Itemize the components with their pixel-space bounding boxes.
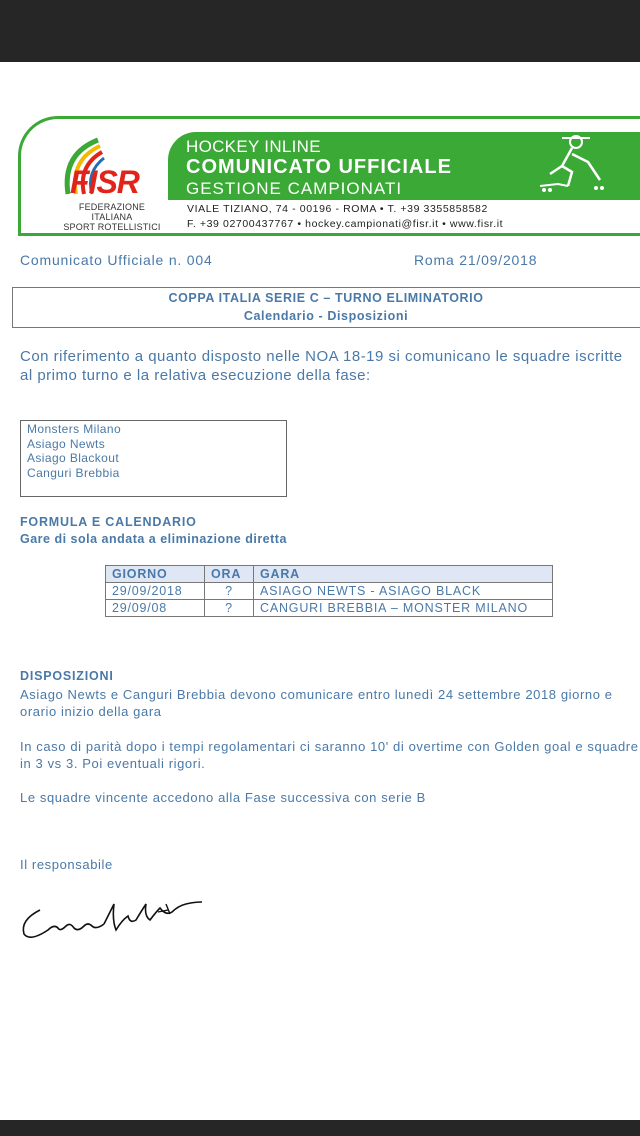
formula-heading: FORMULA E CALENDARIO — [20, 515, 197, 529]
column-header-giorno: GIORNO — [106, 566, 205, 583]
cell-match: ASIAGO NEWTS - ASIAGO BLACK — [254, 583, 553, 600]
signature-label: Il responsabile — [20, 857, 113, 872]
disposizioni-paragraph-2: In caso di parità dopo i tempi regolamentari ci saranno 10' di overtime con Golden goal e squadre in 3 vs 3. Poi eventuali rigori. — [20, 739, 639, 771]
hockey-player-icon — [528, 134, 608, 196]
communique-date: Roma 21/09/2018 — [414, 252, 538, 268]
document-subtitle: Calendario - Disposizioni — [243, 309, 409, 323]
list-item: Canguri Brebbia — [27, 465, 120, 480]
cell-time: ? — [205, 600, 254, 617]
column-header-gara: GARA — [254, 566, 553, 583]
list-item: Asiago Blackout — [27, 451, 120, 465]
disposizioni-heading: DISPOSIZIONI — [20, 669, 114, 683]
table-row — [106, 583, 553, 600]
document-title: COPPA ITALIA SERIE C – TURNO ELIMINATORIO — [168, 291, 484, 305]
intro-paragraph: Con riferimento a quanto disposto nelle NOA 18-19 si comunicano le squadre iscritte al primo turno e la relativa esecuzione della fase: — [20, 348, 623, 384]
disposizioni-paragraph-1: Asiago Newts e Canguri Brebbia devono comunicare entro lunedì 24 settembre 2018 giorno e orario inizio della gara — [20, 687, 613, 719]
cell-match: CANGURI BREBBIA – MONSTER MILANO — [254, 600, 553, 617]
header-contacts: F. +39 02700437767 • hockey.campionati@fisr.it • www.fisr.it — [187, 218, 504, 230]
list-item: Asiago Newts — [27, 436, 106, 451]
column-header-ora: ORA — [205, 566, 254, 583]
cell-time: ? — [205, 583, 254, 600]
header-discipline: HOCKEY INLINE — [186, 137, 321, 156]
schedule-table — [105, 565, 553, 617]
list-item: Monsters Milano — [27, 422, 122, 436]
logo-wordmark: FISR — [70, 164, 139, 200]
header-subtitle: GESTIONE CAMPIONATI — [186, 179, 403, 198]
header-title: COMUNICATO UFFICIALE — [186, 156, 452, 178]
formula-subheading: Gare di sola andata a eliminazione diretta — [20, 532, 287, 546]
bottom-bar — [0, 1120, 640, 1136]
cell-date: 29/09/2018 — [106, 583, 205, 600]
logo-subtitle-line1: FEDERAZIONE ITALIANA — [78, 202, 146, 222]
table-row — [106, 600, 553, 617]
logo-subtitle-line2: SPORT ROTELLISTICI — [63, 222, 161, 232]
logo-subtitle — [62, 202, 162, 232]
status-bar — [0, 0, 640, 62]
handwritten-signature — [18, 890, 208, 952]
table-header-row — [106, 566, 553, 583]
disposizioni-paragraph-3: Le squadre vincente accedono alla Fase successiva con serie B — [20, 790, 426, 805]
header-address: VIALE TIZIANO, 74 - 00196 - ROMA • T. +39 3355858582 — [187, 203, 488, 215]
cell-date: 29/09/08 — [106, 600, 205, 617]
communique-number: Comunicato Ufficiale n. 004 — [20, 252, 213, 268]
teams-list — [20, 420, 287, 497]
